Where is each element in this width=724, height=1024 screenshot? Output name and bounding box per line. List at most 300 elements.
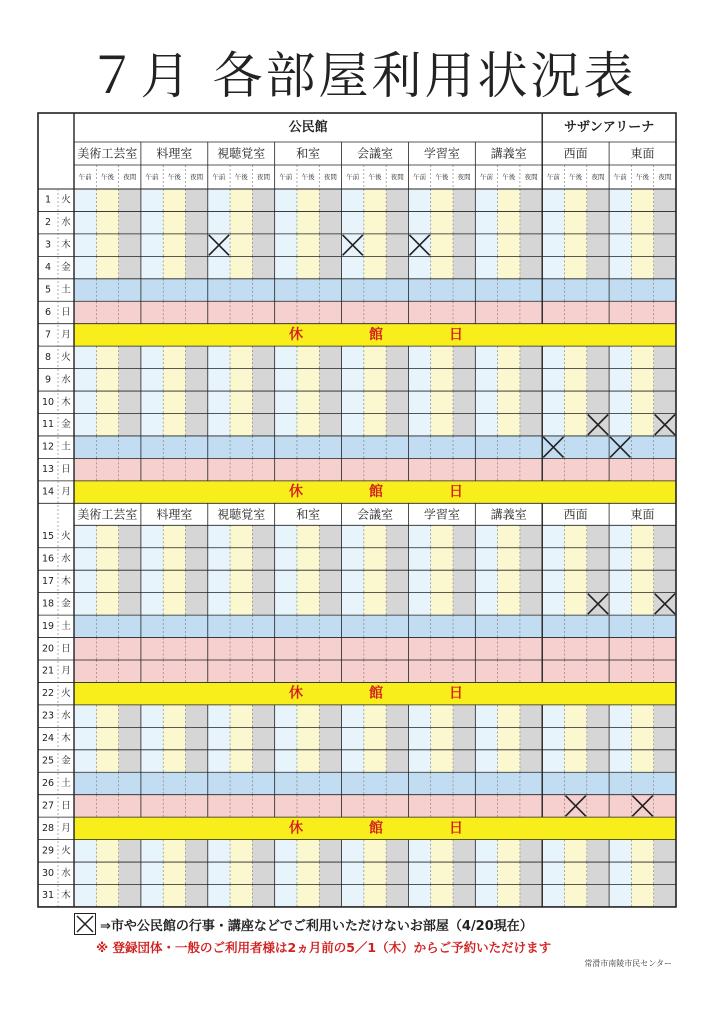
slot-cell xyxy=(230,414,253,436)
slot-cell xyxy=(654,369,677,391)
sunday-band xyxy=(74,458,676,480)
slot-cell xyxy=(408,570,431,592)
slot-cell xyxy=(520,211,543,233)
slot-cell xyxy=(654,189,677,211)
slot-cell xyxy=(297,391,320,413)
slot-cell xyxy=(96,369,119,391)
slot-cell xyxy=(275,256,298,278)
slot-cell xyxy=(609,862,632,884)
slot-cell xyxy=(74,369,97,391)
slot-cell xyxy=(654,548,677,570)
slot-cell xyxy=(185,414,208,436)
slot-cell xyxy=(141,369,164,391)
slot-cell xyxy=(119,234,142,256)
slot-cell xyxy=(498,346,521,368)
slot-cell xyxy=(609,525,632,547)
slot-cell xyxy=(185,727,208,749)
slot-cell xyxy=(498,862,521,884)
slot-cell xyxy=(252,705,275,727)
slot-cell xyxy=(185,840,208,862)
slot-cell xyxy=(565,391,588,413)
slot-cell xyxy=(275,840,298,862)
slot-cell xyxy=(74,346,97,368)
slot-cell xyxy=(453,705,476,727)
slot-cell xyxy=(654,840,677,862)
slot-cell xyxy=(520,525,543,547)
slot-cell xyxy=(542,391,565,413)
slot-cell xyxy=(453,391,476,413)
day-weekday: 日 xyxy=(61,306,71,318)
slot-cell xyxy=(453,570,476,592)
slot-cell xyxy=(252,885,275,907)
slot-cell xyxy=(542,189,565,211)
slot-cell xyxy=(542,593,565,615)
slot-cell xyxy=(587,705,610,727)
slot-cell xyxy=(141,414,164,436)
slot-cell xyxy=(431,727,454,749)
day-number: 17 xyxy=(41,575,55,587)
slot-cell xyxy=(587,256,610,278)
slot-cell xyxy=(275,211,298,233)
slot-cell xyxy=(297,414,320,436)
legend xyxy=(74,913,533,935)
day-weekday: 木 xyxy=(61,890,71,902)
slot-cell xyxy=(275,885,298,907)
venue-arena: サザンアリーナ xyxy=(563,120,655,135)
slot-cell xyxy=(386,750,409,772)
day-weekday: 木 xyxy=(61,239,71,251)
slot-cell xyxy=(498,750,521,772)
slot-cell xyxy=(208,211,231,233)
slot-cell xyxy=(163,548,186,570)
slot-cell xyxy=(96,414,119,436)
slot-cell xyxy=(408,727,431,749)
slot-cell xyxy=(631,840,654,862)
slot-cell xyxy=(498,840,521,862)
slot-cell xyxy=(297,525,320,547)
room-header: 会議室 xyxy=(356,507,394,522)
period-header: 午後 xyxy=(368,173,382,181)
slot-cell xyxy=(475,885,498,907)
slot-cell xyxy=(386,414,409,436)
period-header: 夜間 xyxy=(524,173,538,181)
slot-cell xyxy=(498,391,521,413)
slot-cell xyxy=(163,256,186,278)
slot-cell xyxy=(342,862,365,884)
slot-cell xyxy=(631,750,654,772)
slot-cell xyxy=(542,840,565,862)
slot-cell xyxy=(119,862,142,884)
slot-cell xyxy=(230,705,253,727)
slot-cell xyxy=(319,727,342,749)
slot-cell xyxy=(185,391,208,413)
slot-cell xyxy=(631,414,654,436)
period-header: 夜間 xyxy=(457,173,471,181)
slot-cell xyxy=(319,593,342,615)
slot-cell xyxy=(342,593,365,615)
period-header: 午後 xyxy=(502,173,516,181)
slot-cell xyxy=(565,862,588,884)
slot-cell xyxy=(565,570,588,592)
slot-cell xyxy=(185,705,208,727)
slot-cell xyxy=(609,414,632,436)
slot-cell xyxy=(565,189,588,211)
slot-cell xyxy=(141,346,164,368)
slot-cell xyxy=(631,256,654,278)
slot-cell xyxy=(119,525,142,547)
slot-cell xyxy=(386,570,409,592)
day-number: 5 xyxy=(44,284,52,296)
slot-cell xyxy=(587,369,610,391)
slot-cell xyxy=(386,256,409,278)
slot-cell xyxy=(453,885,476,907)
slot-cell xyxy=(364,234,387,256)
slot-cell xyxy=(609,727,632,749)
slot-cell xyxy=(252,369,275,391)
day-weekday: 火 xyxy=(61,531,71,543)
slot-cell xyxy=(475,548,498,570)
slot-cell xyxy=(342,189,365,211)
slot-cell xyxy=(297,256,320,278)
slot-cell xyxy=(386,885,409,907)
slot-cell xyxy=(230,727,253,749)
slot-cell xyxy=(342,548,365,570)
day-number: 19 xyxy=(41,620,55,632)
slot-cell xyxy=(74,750,97,772)
period-header: 午後 xyxy=(636,173,650,181)
slot-cell xyxy=(185,256,208,278)
slot-cell xyxy=(565,840,588,862)
slot-cell xyxy=(453,548,476,570)
slot-cell xyxy=(542,570,565,592)
slot-cell xyxy=(386,211,409,233)
slot-cell xyxy=(163,414,186,436)
slot-cell xyxy=(119,570,142,592)
slot-cell xyxy=(386,234,409,256)
slot-cell xyxy=(252,862,275,884)
room-header: 講義室 xyxy=(490,146,527,161)
closed-day-label: 日 xyxy=(449,685,463,702)
closed-day-label: 休 xyxy=(289,326,303,343)
slot-cell xyxy=(275,862,298,884)
slot-cell xyxy=(208,346,231,368)
room-header: 西面 xyxy=(563,507,588,522)
slot-cell xyxy=(386,548,409,570)
day-weekday: 火 xyxy=(61,351,71,363)
slot-cell xyxy=(520,862,543,884)
slot-cell xyxy=(74,234,97,256)
slot-cell xyxy=(119,211,142,233)
slot-cell xyxy=(609,705,632,727)
closed-day-label: 日 xyxy=(449,326,463,343)
period-header: 夜間 xyxy=(658,173,672,181)
slot-cell xyxy=(453,346,476,368)
slot-cell xyxy=(275,369,298,391)
slot-cell xyxy=(297,705,320,727)
slot-cell xyxy=(408,525,431,547)
period-header: 夜間 xyxy=(390,173,404,181)
slot-cell xyxy=(252,548,275,570)
slot-cell xyxy=(565,727,588,749)
slot-cell xyxy=(587,548,610,570)
slot-cell xyxy=(74,211,97,233)
slot-cell xyxy=(565,705,588,727)
slot-cell xyxy=(96,189,119,211)
day-number: 1 xyxy=(44,194,52,206)
slot-cell xyxy=(74,885,97,907)
slot-cell xyxy=(431,234,454,256)
slot-cell xyxy=(163,346,186,368)
day-weekday: 木 xyxy=(61,396,71,408)
slot-cell xyxy=(319,840,342,862)
slot-cell xyxy=(498,593,521,615)
slot-cell xyxy=(163,525,186,547)
day-number: 13 xyxy=(41,464,55,476)
slot-cell xyxy=(319,705,342,727)
slot-cell xyxy=(119,750,142,772)
slot-cell xyxy=(252,727,275,749)
slot-cell xyxy=(631,391,654,413)
period-header: 夜間 xyxy=(123,173,137,181)
slot-cell xyxy=(520,346,543,368)
slot-cell xyxy=(386,189,409,211)
slot-cell xyxy=(119,727,142,749)
period-header: 夜間 xyxy=(323,173,337,181)
slot-cell xyxy=(96,727,119,749)
slot-cell xyxy=(208,256,231,278)
slot-cell xyxy=(275,346,298,368)
period-header: 午前 xyxy=(546,173,560,181)
slot-cell xyxy=(609,346,632,368)
slot-cell xyxy=(453,369,476,391)
slot-cell xyxy=(230,256,253,278)
slot-cell xyxy=(386,862,409,884)
slot-cell xyxy=(364,189,387,211)
slot-cell xyxy=(342,346,365,368)
slot-cell xyxy=(408,750,431,772)
day-weekday: 火 xyxy=(61,688,71,700)
day-number: 24 xyxy=(41,733,55,745)
day-weekday: 木 xyxy=(61,575,71,587)
slot-cell xyxy=(297,593,320,615)
slot-cell xyxy=(342,840,365,862)
slot-cell xyxy=(498,414,521,436)
slot-cell xyxy=(208,593,231,615)
slot-cell xyxy=(475,211,498,233)
slot-cell xyxy=(208,705,231,727)
slot-cell xyxy=(342,525,365,547)
slot-cell xyxy=(163,369,186,391)
period-header: 夜間 xyxy=(591,173,605,181)
day-weekday: 土 xyxy=(61,284,71,296)
slot-cell xyxy=(408,414,431,436)
slot-cell xyxy=(208,885,231,907)
period-header: 午後 xyxy=(301,173,315,181)
slot-cell xyxy=(431,750,454,772)
slot-cell xyxy=(475,727,498,749)
slot-cell xyxy=(631,862,654,884)
slot-cell xyxy=(119,840,142,862)
slot-cell xyxy=(520,840,543,862)
slot-cell xyxy=(119,593,142,615)
slot-cell xyxy=(342,256,365,278)
slot-cell xyxy=(364,346,387,368)
slot-cell xyxy=(408,548,431,570)
slot-cell xyxy=(297,346,320,368)
slot-cell xyxy=(230,548,253,570)
slot-cell xyxy=(96,885,119,907)
slot-cell xyxy=(319,885,342,907)
slot-cell xyxy=(230,369,253,391)
slot-cell xyxy=(119,885,142,907)
slot-cell xyxy=(141,750,164,772)
slot-cell xyxy=(364,548,387,570)
slot-cell xyxy=(609,840,632,862)
slot-cell xyxy=(631,346,654,368)
slot-cell xyxy=(609,256,632,278)
day-weekday: 金 xyxy=(61,755,71,767)
slot-cell xyxy=(431,593,454,615)
slot-cell xyxy=(319,369,342,391)
slot-cell xyxy=(498,256,521,278)
slot-cell xyxy=(230,211,253,233)
slot-cell xyxy=(230,525,253,547)
sunday-band xyxy=(74,638,676,660)
slot-cell xyxy=(654,256,677,278)
slot-cell xyxy=(408,705,431,727)
day-weekday: 水 xyxy=(61,374,71,386)
closed-day-label: 休 xyxy=(289,820,303,837)
slot-cell xyxy=(297,548,320,570)
day-weekday: 金 xyxy=(61,262,71,274)
closed-day-label: 館 xyxy=(369,685,383,702)
slot-cell xyxy=(431,414,454,436)
slot-cell xyxy=(475,570,498,592)
day-weekday: 月 xyxy=(61,822,71,834)
slot-cell xyxy=(654,885,677,907)
slot-cell xyxy=(498,211,521,233)
slot-cell xyxy=(297,234,320,256)
slot-cell xyxy=(631,727,654,749)
slot-cell xyxy=(74,570,97,592)
slot-cell xyxy=(475,525,498,547)
slot-cell xyxy=(342,750,365,772)
slot-cell xyxy=(542,727,565,749)
slot-cell xyxy=(208,189,231,211)
slot-cell xyxy=(74,391,97,413)
slot-cell xyxy=(498,369,521,391)
slot-cell xyxy=(185,369,208,391)
slot-cell xyxy=(431,525,454,547)
closed-day-label: 休 xyxy=(289,685,303,702)
period-header: 午前 xyxy=(212,173,226,181)
slot-cell xyxy=(319,414,342,436)
slot-cell xyxy=(498,548,521,570)
day-number: 20 xyxy=(41,643,55,655)
day-weekday: 日 xyxy=(61,464,71,476)
slot-cell xyxy=(74,705,97,727)
slot-cell xyxy=(141,548,164,570)
slot-cell xyxy=(609,593,632,615)
slot-cell xyxy=(431,840,454,862)
slot-cell xyxy=(342,705,365,727)
slot-cell xyxy=(453,414,476,436)
slot-cell xyxy=(252,525,275,547)
slot-cell xyxy=(408,256,431,278)
slot-cell xyxy=(163,705,186,727)
slot-cell xyxy=(475,189,498,211)
slot-cell xyxy=(342,211,365,233)
slot-cell xyxy=(609,750,632,772)
slot-cell xyxy=(542,369,565,391)
slot-cell xyxy=(565,750,588,772)
slot-cell xyxy=(542,346,565,368)
slot-cell xyxy=(364,525,387,547)
legend-text: ⇒市や公民館の行事・講座などでご利用いただけないお部屋（4/20現在） xyxy=(100,918,533,934)
slot-cell xyxy=(96,256,119,278)
day-number: 12 xyxy=(41,441,55,453)
slot-cell xyxy=(431,256,454,278)
slot-cell xyxy=(654,570,677,592)
slot-cell xyxy=(208,840,231,862)
slot-cell xyxy=(230,862,253,884)
slot-cell xyxy=(96,211,119,233)
slot-cell xyxy=(208,414,231,436)
slot-cell xyxy=(208,570,231,592)
slot-cell xyxy=(542,211,565,233)
period-header: 午前 xyxy=(413,173,427,181)
slot-cell xyxy=(475,346,498,368)
slot-cell xyxy=(542,862,565,884)
slot-cell xyxy=(498,705,521,727)
reservation-notice: ※ 登録団体・一般のご利用者様は2ヵ月前の5／1（木）からご予約いただけます xyxy=(96,940,552,955)
slot-cell xyxy=(141,234,164,256)
slot-cell xyxy=(542,234,565,256)
slot-cell xyxy=(185,862,208,884)
day-number: 29 xyxy=(41,845,55,857)
saturday-band xyxy=(74,279,676,301)
closed-day-label: 休 xyxy=(289,484,303,501)
period-header: 午前 xyxy=(145,173,159,181)
slot-cell xyxy=(386,346,409,368)
slot-cell xyxy=(96,346,119,368)
day-weekday: 水 xyxy=(61,867,71,879)
slot-cell xyxy=(431,211,454,233)
day-weekday: 水 xyxy=(61,710,71,722)
slot-cell xyxy=(520,548,543,570)
slot-cell xyxy=(520,189,543,211)
period-header: 午前 xyxy=(78,173,92,181)
room-header: 和室 xyxy=(296,146,321,161)
slot-cell xyxy=(654,234,677,256)
slot-cell xyxy=(542,525,565,547)
slot-cell xyxy=(520,727,543,749)
slot-cell xyxy=(654,391,677,413)
slot-cell xyxy=(520,391,543,413)
slot-cell xyxy=(475,234,498,256)
slot-cell xyxy=(587,211,610,233)
slot-cell xyxy=(565,885,588,907)
slot-cell xyxy=(185,234,208,256)
period-header: 午後 xyxy=(234,173,248,181)
saturday-band xyxy=(74,772,676,794)
slot-cell xyxy=(654,750,677,772)
slot-cell xyxy=(386,705,409,727)
slot-cell xyxy=(252,840,275,862)
slot-cell xyxy=(431,705,454,727)
slot-cell xyxy=(275,234,298,256)
slot-cell xyxy=(453,862,476,884)
